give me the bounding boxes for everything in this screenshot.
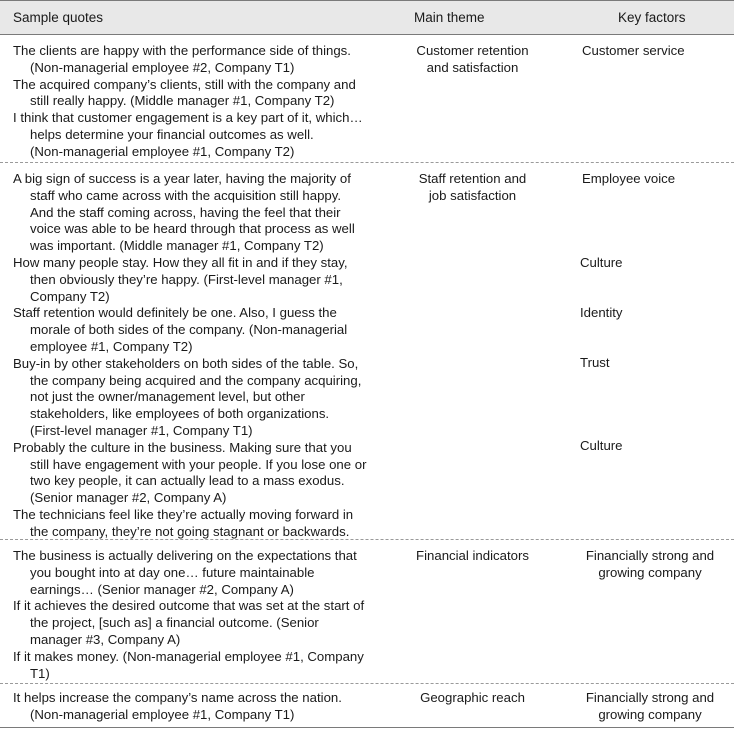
quote-line: employee #1, Company T2) [30, 338, 193, 354]
quote-line: the project, [such as] a financial outcome. (Senior [30, 615, 319, 631]
main-theme [400, 171, 545, 205]
quote-line: (Non-managerial employee #1, Company T1) [30, 706, 295, 722]
key-factor-line: growing company [598, 706, 702, 722]
quote-line: The clients are happy with the performance side of things. [13, 43, 351, 58]
key-factor: Identity [580, 305, 623, 320]
quote-line: not just the owner/management level, but other [30, 389, 305, 405]
table-section-customer [0, 35, 734, 162]
key-factor: Employee voice [582, 171, 676, 186]
col-header-key-factors: Key factors [618, 10, 686, 25]
quote-line: (Non-managerial employee #1, Company T2) [30, 143, 295, 159]
quote-line: the company being acquired and the company acquiring, [30, 372, 362, 388]
quote-line: The technicians feel like they’re actually moving forward in [13, 506, 354, 522]
key-factor: Culture [580, 438, 623, 453]
main-theme [400, 690, 545, 707]
theme-line: Customer retention [416, 43, 529, 58]
quote-line: How many people stay. How they all fit in and if they stay, [13, 254, 348, 270]
quote-block [13, 43, 393, 161]
theme-line: Financial indicators [416, 548, 529, 563]
theme-line: job satisfaction [428, 187, 517, 203]
quote-block [13, 548, 393, 682]
quote-line: And the staff coming across, having the feel that their [30, 204, 341, 220]
quote-line: still have engagement with your people. If you lose one or [30, 456, 367, 472]
quote-line: Staff retention would definitely be one. Also, I guess the [13, 305, 337, 321]
quote-line: Buy-in by other stakeholders on both sides of the table. So, [13, 355, 359, 371]
quote-line: was important. (Middle manager #1, Company T2) [30, 238, 324, 254]
quote-line: the company, they’re not going stagnant or backwards. [30, 523, 350, 539]
quote-line: two key people, it can actually lead to a mass exodus. [30, 473, 345, 489]
theme-line: and satisfaction [426, 59, 519, 75]
key-factor [570, 548, 730, 582]
col-header-main-theme: Main theme [414, 10, 485, 25]
quote-line: (Non-managerial employee #2, Company T1) [30, 59, 295, 75]
main-theme [400, 548, 545, 565]
main-theme [400, 43, 545, 77]
quote-line: (Senior manager #2, Company A) [30, 490, 227, 506]
key-factor-line: growing company [598, 564, 702, 580]
quote-line: then obviously they’re happy. (First-level manager #1, [30, 271, 343, 287]
quote-line: If it achieves the desired outcome that was set at the start of [13, 598, 365, 614]
quote-block [13, 690, 393, 724]
quote-line: helps determine your financial outcomes as well. [30, 126, 314, 142]
key-factor: Trust [580, 355, 610, 370]
quote-line: A big sign of success is a year later, having the majority of [13, 171, 351, 186]
table-section-staff [0, 162, 734, 539]
quote-line: you bought into at day one… future maintainable [30, 564, 315, 580]
quote-line: still really happy. (Middle manager #1, Company T2) [30, 93, 335, 109]
quote-block [13, 171, 393, 541]
quote-line: It helps increase the company’s name across the nation. [13, 690, 342, 705]
quote-line: The business is actually delivering on the expectations that [13, 548, 357, 563]
quote-line: T1) [30, 665, 50, 681]
key-factor: Customer service [582, 43, 685, 58]
table-header [0, 0, 734, 35]
quote-line: Company T2) [30, 288, 110, 304]
theme-line: Geographic reach [420, 690, 525, 705]
key-factor-line: Financially strong and [585, 548, 715, 563]
quote-line: I think that customer engagement is a key part of it, which… [13, 110, 363, 126]
key-factor-line: Financially strong and [585, 690, 715, 705]
quote-line: staff who came across with the acquisition still happy. [30, 187, 342, 203]
key-factor: Culture [580, 255, 623, 270]
quote-line: stakeholders, like employees of both organizations. [30, 406, 330, 422]
quote-line: voice was able to be heard through that process as well [30, 221, 355, 237]
table-section-financial [0, 539, 734, 683]
quote-line: Probably the culture in the business. Making sure that you [13, 439, 352, 455]
col-header-sample-quotes: Sample quotes [13, 10, 104, 25]
key-factor [570, 690, 730, 724]
theme-line: Staff retention and [418, 171, 527, 186]
quote-line: manager #3, Company A) [30, 631, 181, 647]
quote-line: earnings… (Senior manager #2, Company A) [30, 581, 294, 597]
quote-line: morale of both sides of the company. (Non-managerial [30, 322, 348, 338]
table-section-geographic [0, 683, 734, 728]
quote-line: The acquired company’s clients, still with the company and [13, 76, 356, 92]
quote-line: (First-level manager #1, Company T1) [30, 422, 253, 438]
quote-line: If it makes money. (Non-managerial employee #1, Company [13, 648, 364, 664]
